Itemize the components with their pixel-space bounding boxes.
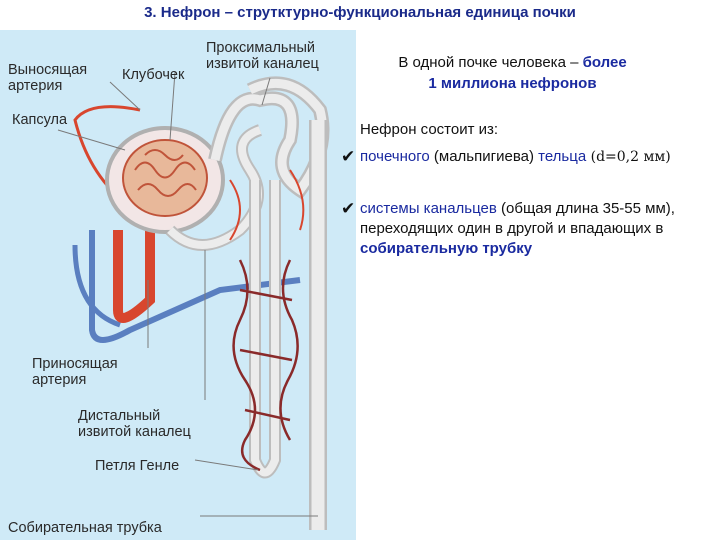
b1-size: (d=0,2 мм) xyxy=(586,149,671,165)
label-capsule: Капсула xyxy=(12,112,68,128)
check-icon: ✔ xyxy=(341,147,356,166)
label-afferent-artery: Приносящая артерия xyxy=(32,356,118,388)
label-distal-tubule: Дистальный извитой каналец xyxy=(78,408,191,440)
label-proximal-tubule: Проксимальный извитой каналец xyxy=(206,40,319,72)
statement-emphasis-1: более xyxy=(582,54,627,71)
statement-emphasis-2: 1 миллиона нефронов xyxy=(428,75,597,92)
nephron-illustration xyxy=(0,30,356,540)
composition-heading: Нефрон состоит из: xyxy=(360,121,499,138)
label-efferent-artery: Выносящая артерия xyxy=(8,62,88,94)
b1-note: (мальпигиева) xyxy=(429,148,539,165)
check-icon: ✔ xyxy=(341,199,356,218)
label-collecting-duct: Собирательная трубка xyxy=(8,520,162,536)
label-glomerulus: Клубочек xyxy=(122,67,185,83)
label-henle-loop: Петля Генле xyxy=(95,458,180,474)
b2-term: системы канальцев xyxy=(360,200,497,217)
capillary-network xyxy=(234,260,298,470)
b1-term: почечного xyxy=(360,148,430,165)
nephron-count-statement xyxy=(360,52,665,94)
bullet-tubule-system xyxy=(341,199,719,259)
b2-term-2: собирательную трубку xyxy=(360,240,533,257)
page-title: 3. Нефрон – струтктурно-функциональная единица почки xyxy=(144,4,576,21)
b1-term-2: тельца xyxy=(538,148,587,165)
b2-note: (общая длина 35-55 мм), переходящих один в другой и впадающих в xyxy=(360,200,675,237)
bullet-renal-corpuscle xyxy=(341,147,719,167)
statement-prefix: В одной почке человека – xyxy=(398,54,583,71)
